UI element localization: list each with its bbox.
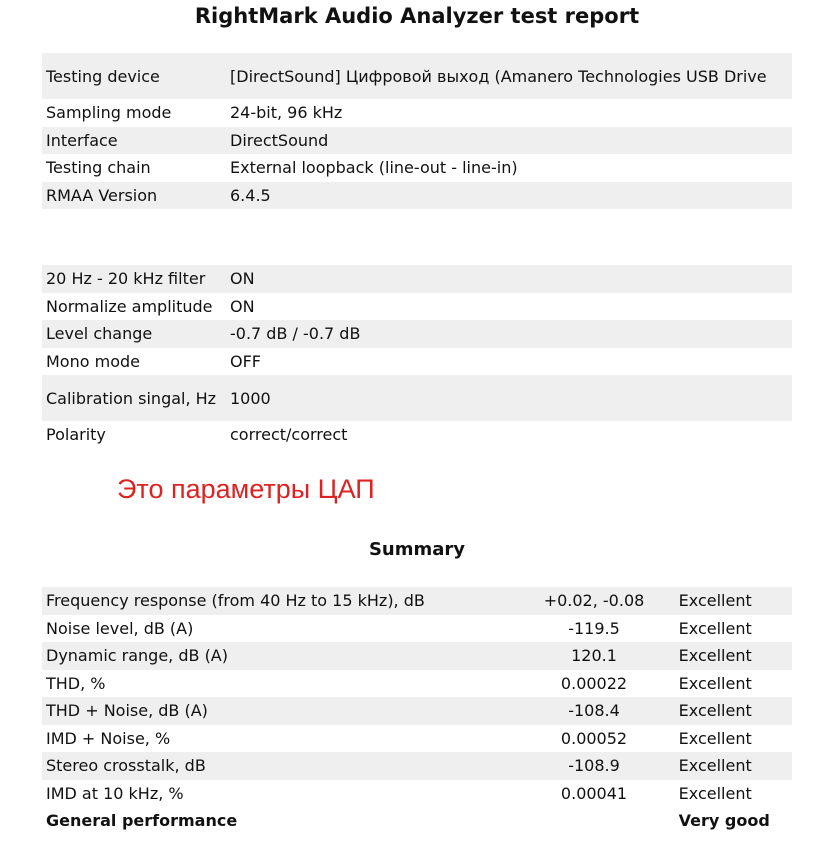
table-row <box>42 752 792 780</box>
report-title: RightMark Audio Analyzer test report <box>194 4 640 28</box>
summary-value: -119.5 <box>568 618 620 638</box>
summary-rating: Excellent <box>678 618 752 638</box>
summary-parameter: IMD at 10 kHz, % <box>46 783 184 803</box>
summary-rating: Excellent <box>678 783 752 803</box>
table-row <box>42 182 792 210</box>
table-row <box>42 670 792 698</box>
summary-table <box>42 587 792 835</box>
summary-rating: Excellent <box>678 728 752 748</box>
summary-rating: Excellent <box>678 673 752 693</box>
summary-rating: Excellent <box>678 701 752 721</box>
table-row <box>42 320 792 348</box>
table-row <box>42 375 792 421</box>
table-row <box>42 780 792 808</box>
summary-value: -108.4 <box>568 701 620 721</box>
setting-label: Normalize amplitude <box>46 296 213 316</box>
info-value: External loopback (line-out - line-in) <box>230 158 518 178</box>
setting-label: Level change <box>46 324 153 344</box>
general-performance-label: General performance <box>46 811 238 831</box>
table-row <box>42 293 792 321</box>
table-row <box>42 127 792 155</box>
table-row <box>42 697 792 725</box>
table-row <box>42 265 792 293</box>
general-performance-value <box>513 807 674 835</box>
table-row <box>42 348 792 376</box>
table-row <box>42 725 792 753</box>
info-value: 6.4.5 <box>230 185 271 205</box>
setting-value: OFF <box>230 351 261 371</box>
setting-label: Calibration singal, Hz <box>46 388 217 408</box>
setting-value: correct/correct <box>230 425 348 445</box>
info-value: [DirectSound] Цифровой выход (Amanero Technologies USB Drive <box>230 66 767 86</box>
summary-rating: Excellent <box>678 756 752 776</box>
info-label: Interface <box>46 130 118 150</box>
table-row <box>42 421 792 449</box>
summary-parameter: Frequency response (from 40 Hz to 15 kHz), dB <box>46 591 425 611</box>
table-row <box>42 154 792 182</box>
info-value: 24-bit, 96 kHz <box>230 103 343 123</box>
info-label: Testing chain <box>46 158 151 178</box>
summary-rating: Excellent <box>678 591 752 611</box>
info-label: Sampling mode <box>46 103 172 123</box>
summary-parameter: THD + Noise, dB (A) <box>46 701 208 721</box>
summary-rating: Excellent <box>678 646 752 666</box>
table-row <box>42 587 792 615</box>
info-label: RMAA Version <box>46 185 158 205</box>
table-row <box>42 99 792 127</box>
setting-value: -0.7 dB / -0.7 dB <box>230 324 361 344</box>
general-performance-rating: Very good <box>678 811 770 831</box>
test-settings-table <box>42 265 792 449</box>
summary-title: Summary <box>368 539 466 560</box>
summary-parameter: IMD + Noise, % <box>46 728 171 748</box>
info-value: DirectSound <box>230 130 329 150</box>
setting-label: 20 Hz - 20 kHz filter <box>46 269 206 289</box>
setting-value: 1000 <box>230 388 271 408</box>
dac-annotation: Это параметры ЦАП <box>117 474 375 504</box>
summary-value: 120.1 <box>571 646 617 666</box>
device-info-table <box>42 53 792 209</box>
summary-value: 0.00041 <box>560 783 628 803</box>
setting-value: ON <box>230 296 255 316</box>
setting-label: Polarity <box>46 425 106 445</box>
summary-parameter: Dynamic range, dB (A) <box>46 646 228 666</box>
summary-value: +0.02, -0.08 <box>543 591 645 611</box>
setting-value: ON <box>230 269 255 289</box>
table-row <box>42 642 792 670</box>
summary-parameter: THD, % <box>46 673 106 693</box>
summary-value: 0.00052 <box>560 728 628 748</box>
general-performance-row <box>42 807 792 835</box>
setting-label: Mono mode <box>46 351 140 371</box>
table-row <box>42 615 792 643</box>
summary-value: -108.9 <box>568 756 620 776</box>
info-label: Testing device <box>46 66 160 86</box>
summary-parameter: Stereo crosstalk, dB <box>46 756 206 776</box>
summary-parameter: Noise level, dB (A) <box>46 618 194 638</box>
table-row <box>42 53 792 99</box>
summary-value: 0.00022 <box>560 673 628 693</box>
